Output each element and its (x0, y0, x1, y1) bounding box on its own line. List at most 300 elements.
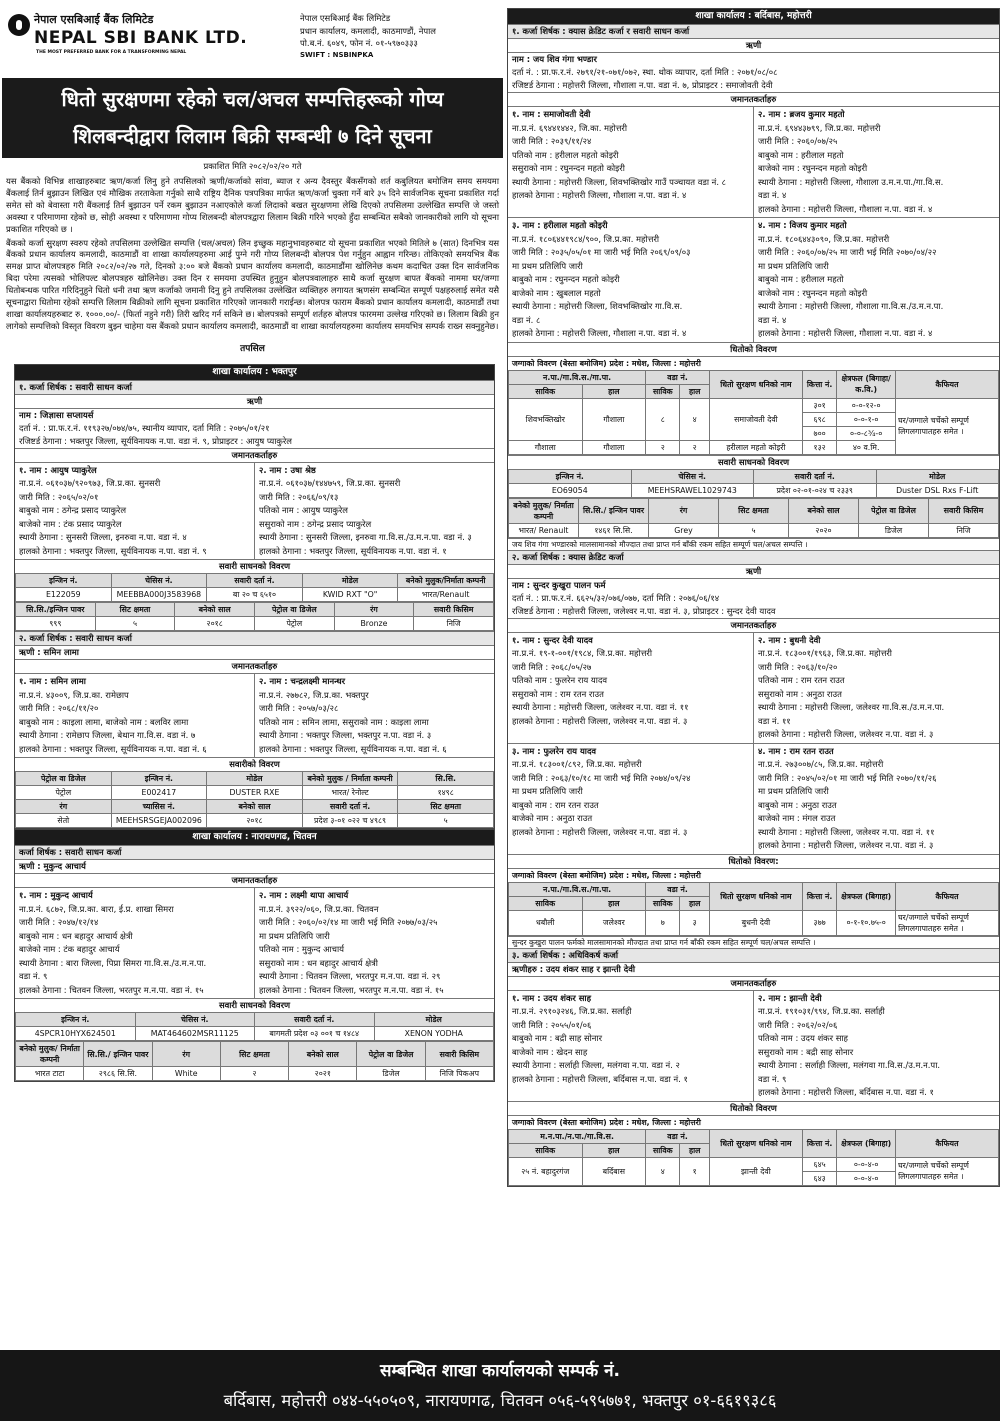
guarantor-card (508, 218, 753, 342)
guarantor-line: वडा नं. ८ (512, 314, 541, 325)
table-cell: White (152, 1067, 220, 1081)
table-cell: MAT464602MSR11125 (135, 1027, 255, 1041)
guarantors-label: जमानतकर्ताहरु (15, 448, 494, 462)
table-header: न.पा./गा.वि.स./गा.पा. (509, 370, 646, 384)
table-header: चेसिस नं. (135, 1013, 255, 1027)
guarantor-name: २. नाम : बुधनी देवी (758, 634, 821, 645)
table-header: साविक (509, 384, 583, 398)
address-line: पो.ब.नं. ६०४९, फोन नं. ०१-५९७०३३३ (300, 38, 418, 49)
guarantor-line: जारी मिति : २०४५/०२/०१ मा जारी भई मिति २०७०/११/२६ (758, 772, 937, 783)
table-header: कैफियत (896, 1129, 999, 1157)
table-cell: भारत/ रेनोल्ट (302, 786, 398, 800)
vehicle-table (15, 1012, 494, 1041)
guarantor-line: पतिको नाम : आयुष प्याकुरेल (259, 505, 348, 516)
table-cell: धबौली (509, 910, 583, 935)
guarantor-line: हालको ठेगाना : महोत्तरी जिल्ला, जलेश्वर न.पा. वडा नं. ३ (512, 715, 688, 726)
guarantor-line: ना.प्र.नं. ६९४४३७९९, जि.प्र.का. महोत्तरी (758, 122, 881, 133)
table-cell: सेतो (16, 814, 112, 828)
borrower-name: नाम : जय शिव गंगा भण्डार (512, 54, 597, 64)
guarantor-line: जारी मिति : २०३५/०५/०१ मा जारी भई मिति २०६९/०९/०३ (512, 247, 691, 257)
table-cell: २०२१ (289, 1067, 357, 1081)
guarantor-line: बाबुको नाम : रघुनन्दन महतो कोइरी (512, 274, 620, 284)
guarantor-line: ना.प्र.नं. ४३००९, जि.प्र.का. रामेछाप (19, 689, 129, 700)
table-header: बनेको साल (789, 498, 859, 523)
table-header: सवारी दर्ता नं. (255, 1013, 375, 1027)
table-cell: MEEHSRSGEJA002096 (111, 814, 207, 828)
table-header: साविक (646, 384, 680, 398)
table-cell: ०-०-४-० (837, 1157, 896, 1171)
guarantor-line: बाबुको नाम : अनुठा राउत (758, 799, 837, 810)
tapsil-heading: तपसिल (240, 343, 265, 354)
notice-headline (2, 78, 503, 158)
guarantor-pair (508, 632, 999, 743)
guarantor-card (753, 633, 999, 743)
table-cell: घर/जग्गाले चर्चेको सम्पूर्ण लिगलगापातहरु समेत । (896, 910, 999, 935)
guarantor-pair (15, 673, 494, 757)
guarantor-line: जारी मिति : २०६८/०५/२७ (512, 661, 592, 672)
table-cell: ५ (719, 523, 789, 537)
table-header: हाल (680, 1143, 709, 1157)
borrower-details (15, 408, 494, 448)
table-cell: ५ (95, 617, 175, 631)
borrower-label: ऋणी (15, 394, 494, 408)
branch-heading: शाखा कार्यालय : बर्दिबास, महोत्तरी (508, 9, 999, 24)
guarantor-line: पतिको नाम : फुलरेन राय यादव (512, 675, 608, 685)
table-header: रंग (334, 603, 414, 617)
table-header: पेट्रोल वा डिजेल (859, 498, 929, 523)
table-header: साविक (509, 896, 583, 910)
guarantors-label: जमानतकर्ताहरु (15, 873, 494, 887)
land-location: जग्गाको विवरण (बेस्ता बमोजिम) प्रदेश : मधेश, जिल्ला : महोत्तरी (508, 868, 999, 882)
guarantor-line: ससुराको नाम : बद्री साह सोनार (758, 1046, 854, 1057)
table-header: वडा नं. (646, 882, 710, 896)
table-header: म.न.पा./न.पा./गा.वि.स. (509, 1129, 646, 1143)
table-cell: 4SPCR10HYX624501 (16, 1027, 136, 1041)
vehicle-label: सवारी साधनको विवरण (15, 998, 494, 1012)
table-header: बनेको साल (289, 1042, 357, 1067)
table-cell: प्रदेश ०२-०१-०२४ च २३३९ (754, 483, 877, 497)
guarantor-name: २. नाम : चन्द्रलक्ष्मी मानन्धर (259, 676, 346, 687)
headline-line: शिलबन्दीद्वारा लिलाम बिक्री सम्बन्धी ७ दिने सूचना (73, 124, 432, 148)
table-header: पेट्रोल वा डिजेल (16, 772, 112, 786)
land-table (508, 370, 999, 455)
guarantor-line: जारी मिति : २०६५/०२/०१ (19, 491, 99, 502)
guarantor-line: वडा नं. ९ (758, 1073, 787, 1084)
table-cell: ४ (680, 398, 709, 440)
guarantor-name: २. नाम : उषा श्रेष्ठ (259, 464, 316, 475)
table-header: क्षेत्रफल (बिगाहा/क.वि.) (837, 370, 896, 398)
table-header: क्षेत्रफल (बिगाहा) (837, 1129, 896, 1157)
guarantor-line: स्थायी ठेगाना : रामेछाप जिल्ला, बेथान गा.वि.स. वडा नं. ७ (19, 730, 196, 741)
guarantor-line: हालको ठेगाना : भक्तपुर जिल्ला, सूर्यविनायक न.पा. वडा नं. ६ (19, 743, 207, 754)
table-header: मोडेल (302, 574, 398, 588)
table-header: हाल (582, 1143, 646, 1157)
movable-assets-note: सुन्दर कुखुरा पालन फर्मको मालसामानको मौज्दात तथा प्राप्त गर्न बाँकी रकम सहित सम्पूर्ण चल/अचल सम्पत्ति । (508, 936, 999, 948)
table-header: च्यासिस नं. (111, 800, 207, 814)
guarantor-line: ससुराको नाम : रघुनन्दन महतो कोइरी (512, 163, 625, 173)
table-header: सवारी किसिम (414, 603, 494, 617)
guarantor-line: हालको ठेगाना : महोत्तरी जिल्ला, गौशाला न.पा. वडा नं. ४ (758, 203, 933, 214)
table-cell: भारत/Renault (398, 588, 494, 602)
bank-header (0, 0, 505, 78)
guarantor-card (508, 744, 753, 854)
table-header: इन्जिन नं. (111, 772, 207, 786)
borrower-details (508, 578, 999, 618)
table-header: हाल (582, 384, 646, 398)
bhaktapur-branch-block (14, 364, 495, 830)
table-header: सवारी दर्ता नं. (754, 469, 877, 483)
guarantor-line: बाबुको नाम : काइला लामा, बाजेको नाम : बलविर लामा (19, 716, 189, 727)
table-header: रंग (16, 800, 112, 814)
table-cell: ५ (398, 814, 494, 828)
guarantor-line: हालको ठेगाना : भक्तपुर जिल्ला, सूर्यविनायक न.पा. वडा नं. ९ (19, 545, 207, 556)
table-cell: पेट्रोल (254, 617, 334, 631)
guarantor-line: ना.प्र.नं. १८०६४४३०९०, जि.प्र.का. महोत्तरी (758, 233, 890, 244)
footer-contacts: बर्दिबास, महोत्तरी ०४४-५५०५०९, नारायणगढ, चितवन ०५६-५९५७७१, भक्तपुर ०१-६६१९३८६ (223, 1391, 777, 1411)
table-cell: निजि (414, 617, 494, 631)
guarantor-pair (508, 106, 999, 217)
guarantor-line: मा प्रथम प्रतिलिपि जारी (758, 260, 829, 271)
guarantor-line: हालको ठेगाना : चितवन जिल्ला, भरतपुर म.न.पा. वडा नं. १५ (19, 984, 204, 995)
collateral-label: धितोको विवरण (508, 1101, 999, 1115)
guarantor-line: स्थायी ठेगाना : महोत्तरी जिल्ला, गौशाला उ.म.न.पा./गा.वि.स. (758, 176, 944, 187)
guarantor-line: बाबुको नाम : धन बहादुर आचार्य क्षेत्री (19, 930, 133, 941)
guarantor-line: जारी मिति : २०६३/१०/२० (758, 661, 838, 672)
table-header: कैफियत (896, 370, 999, 398)
table-cell: निजि (929, 523, 999, 537)
table-cell: १४९८ (398, 786, 494, 800)
table-cell: ९९९ (16, 617, 96, 631)
borrower-registration: दर्ता नं. : प्रा.फ.र.नं. २७९१/२१-०७१/०७२, स्था. थोक व्यापार, दर्ता मिति : २०७१/०८/०८ (512, 67, 778, 77)
vehicle-table-2 (15, 1041, 494, 1081)
guarantor-card (15, 463, 254, 560)
collateral-label: धितोको विवरण (508, 342, 999, 356)
guarantor-line: बाबुको नाम : हरीलाल महतो (758, 274, 844, 284)
guarantor-line: जारी मिति : २०६०/०७/२५ (758, 136, 838, 146)
swift-code: SWIFT : NSBINPKA (300, 50, 374, 59)
guarantors-label: जमानतकर्ताहरु (508, 976, 999, 990)
vehicle-table (508, 469, 999, 498)
guarantor-line: ना.प्र.नं. १९-१-००१/१९८४, जि.प्र.का. महोत्तरी (512, 648, 653, 658)
guarantor-card (753, 107, 999, 217)
guarantor-line: ससुराको नाम : राम रतन राउत (512, 688, 604, 699)
vehicle-table (15, 573, 494, 602)
borrower-address: रजिष्टर्ड ठेगाना : भक्तपुर जिल्ला, सूर्यविनायक न.पा. वडा नं. ९, प्रोप्राइटर : आयुष प्याकुरेल (19, 435, 292, 446)
guarantor-pair (508, 743, 999, 854)
guarantor-name: २. नाम : लक्ष्मी थापा आचार्य (259, 890, 349, 901)
table-header: पेट्रोल वा डिजेल (254, 603, 334, 617)
guarantor-name: ३. नाम : हरीलाल महतो कोइरी (512, 220, 608, 230)
guarantor-name: २. नाम : झान्ती देवी (758, 992, 822, 1003)
guarantor-card (508, 991, 753, 1101)
guarantor-pair (508, 990, 999, 1101)
table-header: साविक (646, 1143, 680, 1157)
vehicle-table-2 (508, 498, 999, 538)
table-cell: १३२ (802, 440, 836, 454)
guarantor-line: स्थायी ठेगाना : सुनसरी जिल्ला, इनरुवा गा.वि.स./उ.म.न.पा. वडा नं. ३ (259, 532, 472, 543)
table-cell: घर/जग्गाले चर्चेको सम्पूर्ण लिगलगापातहरु समेत । (896, 398, 999, 454)
table-header: इन्जिन नं. (509, 469, 632, 483)
table-cell: DUSTER RXE (207, 786, 303, 800)
table-header: सिट क्षमता (719, 498, 789, 523)
guarantor-card (508, 107, 753, 217)
guarantor-name: १. नाम : आयुष प्याकुरेल (19, 464, 97, 475)
table-header: सि.सि./ इन्जिन पावर (579, 498, 649, 523)
loan-title: ३. कर्जा शिर्षक : अधिविकर्ष कर्जा (508, 948, 999, 962)
address-line: नेपाल एसबिआई बैंक लिमिटेड (300, 13, 391, 23)
guarantor-line: बाजेको नाम : टंक प्रसाद प्याकुरेल (19, 518, 122, 529)
bank-name-english: NEPAL SBI BANK LTD. (34, 28, 248, 48)
guarantor-line: वडा नं. ४ (758, 314, 787, 325)
table-cell: ७ (646, 910, 680, 935)
table-header: चेसिस नं. (111, 574, 207, 588)
guarantor-name: १. नाम : मुकुन्द आचार्य (19, 890, 93, 901)
guarantor-line: पतिको नाम : राम रतन राउत (758, 675, 845, 685)
movable-assets-note: जय शिव गंगा भण्डारको मालसामानको मौज्दात तथा प्राप्त गर्न बाँकी रकम सहित सम्पूर्ण चल/अचल सम्पत्ति । (508, 538, 999, 550)
table-header: रंग (649, 498, 719, 523)
head-office-address (300, 12, 500, 60)
table-cell: ४० व.मि. (837, 440, 896, 454)
table-cell: Bronze (334, 617, 414, 631)
table-cell: ०-०-१-० (837, 412, 896, 426)
table-header: सिट क्षमता (95, 603, 175, 617)
table-cell: ३०१ (802, 398, 836, 412)
table-header: कित्ता नं. (802, 882, 836, 910)
bank-name-nepali: नेपाल एसबिआई बैंक लिमिटेड (34, 13, 154, 26)
guarantor-card (15, 674, 254, 757)
guarantor-line: मा प्रथम प्रतिलिपि जारी (259, 930, 330, 941)
contact-footer (0, 1350, 1000, 1421)
table-cell: २०१८ (175, 617, 255, 631)
table-header: बनेको साल (207, 800, 303, 814)
borrower-name: नाम : सुन्दर कुखुरा पालन फर्म (512, 579, 606, 590)
guarantor-line: हालको ठेगाना : महोत्तरी जिल्ला, गौशाला न.पा. वडा नं. ४ (512, 328, 687, 338)
guarantor-line: हालको ठेगाना : महोत्तरी जिल्ला, बर्दिबास न.पा. वडा नं. १ (758, 1087, 934, 1097)
table-header: धितो सुरक्षण धनिको नाम (709, 1129, 802, 1157)
table-cell: E002417 (111, 786, 207, 800)
table-cell: २ (220, 1067, 288, 1081)
guarantor-line: ना.प्र.नं. ६९४४१४४२, जि.का. महोत्तरी (512, 122, 628, 133)
guarantor-line: बाबुको नाम : ठगेन्द्र प्रसाद प्याकुरेल (19, 505, 127, 516)
guarantor-line: जारी मिति : २०५७/०३/२८ (259, 703, 339, 714)
table-header: बनेको मुलुक/ निर्माता कम्पनी (16, 1042, 84, 1067)
table-header: सि.सि./इन्जिन पावर (16, 603, 96, 617)
guarantor-line: हालको ठेगाना : चितवन जिल्ला, भरतपुर म.न.पा. वडा नं. १५ (259, 984, 444, 995)
guarantor-line: हालको ठेगाना : महोत्तरी जिल्ला, जलेश्वर न.पा. वडा नं. ३ (512, 826, 688, 837)
table-cell: ३७७ (802, 910, 836, 935)
table-cell: हरीलाल महतो कोइरी (709, 440, 802, 454)
narayangadh-branch-block (14, 829, 495, 1082)
loan-title: २. कर्जा शिर्षक : क्यास क्रेडिट कर्जा (508, 550, 999, 564)
guarantor-line: ना.प्र.नं. ०६१०३७/१४४७५९, जि.प्र.का. सुनसरी (259, 478, 401, 489)
guarantor-line: बाबुको नाम : बद्री साह सोनार (512, 1033, 603, 1043)
borrower-details (15, 859, 494, 873)
borrower-name: नाम : जिज्ञासा सप्लायर्स (19, 409, 94, 420)
loan-title: १. कर्जा शिर्षक : क्यास क्रेडिट कर्जा र सवारी साधन कर्जा (508, 24, 999, 38)
guarantor-line: ना.प्र.नं. १९१०३१/९९४, जि.प्र.का. सर्लाही (758, 1006, 885, 1016)
table-header: इन्जिन नं. (16, 574, 112, 588)
table-cell: प्रदेश ३-०१ ०२२ च ४९८९ (302, 814, 398, 828)
guarantor-line: ना.प्र.नं. २७३००७/८५, जि.प्र.का. महोत्तरी (758, 759, 884, 769)
guarantor-line: स्थायी ठेगाना : महोत्तरी जिल्ला, जलेश्वर न.पा. वडा नं. ११ (758, 826, 935, 837)
table-cell: ८ (646, 398, 680, 440)
borrower-name: ऋणीहरु : उदय शंकर साह र झान्ती देवी (512, 963, 636, 974)
guarantor-card (15, 888, 254, 998)
guarantor-line: हालको ठेगाना : महोत्तरी जिल्ला, गौशाला न.पा. वडा नं. ४ (758, 328, 933, 338)
table-header: सवारी दर्ता नं. (302, 800, 398, 814)
guarantor-line: ना.प्र.नं. २९१०३२४६, जि.प्र.का. सर्लाही (512, 1006, 632, 1016)
table-header: धितो सुरक्षण धनिको नाम (709, 370, 802, 398)
table-cell: जलेश्वर (582, 910, 646, 935)
guarantor-line: मा प्रथम प्रतिलिपि जारी (512, 260, 583, 271)
vehicle-label: सवारी साधनको विवरण (508, 455, 999, 469)
guarantor-line: पतिको नाम : उदय शंकर साह (758, 1033, 848, 1043)
guarantor-line: हालको ठेगाना : भक्तपुर जिल्ला, सूर्यविनायक न.पा. वडा नं. १ (259, 545, 447, 556)
guarantor-name: ४. नाम : राम रतन राउत (758, 745, 834, 756)
guarantors-label: जमानतकर्ताहरु (15, 659, 494, 673)
guarantors-label: जमानतकर्ताहरु (508, 92, 999, 106)
guarantor-card (753, 744, 999, 854)
guarantor-line: बाजेको नाम : खुबलाल महतो (512, 287, 601, 298)
guarantor-line: स्थायी ठेगाना : सर्लाही जिल्ला, मलंगवा न.पा. वडा नं. २ (512, 1060, 680, 1070)
table-header: वडा नं. (646, 1129, 710, 1143)
guarantor-line: हालको ठेगाना : महोत्तरी जिल्ला, जलेश्वर न.पा. वडा नं. ३ (758, 840, 934, 850)
table-header: साविक (509, 1143, 583, 1157)
table-cell: गौशाला (582, 398, 646, 440)
borrower-address: रजिष्टर्ड ठेगाना : महोत्तरी जिल्ला, जलेश्वर न.पा. वडा नं. ३, प्रोप्राइटर : सुन्दर देवी यादव (512, 605, 776, 616)
table-cell: ०-०-१२-० (837, 398, 896, 412)
land-table (508, 1129, 999, 1186)
collateral-label: धितोको विवरण: (508, 854, 999, 868)
table-cell: ०-१-१०.७५-० (837, 910, 896, 935)
vehicle-table-2 (15, 602, 494, 631)
guarantor-line: हालको ठेगाना : महोत्तरी जिल्ला, बर्दिबास न.पा. वडा नं. १ (512, 1073, 688, 1084)
table-header: हाल (582, 896, 646, 910)
sbi-logo-icon (8, 14, 30, 36)
table-cell: EO69054 (509, 483, 632, 497)
vehicle-table (15, 771, 494, 828)
table-cell: २ (646, 440, 680, 454)
table-header: कित्ता नं. (802, 1129, 836, 1157)
loan-title: २. कर्जा शिर्षक : सवारी साधन कर्जा (15, 631, 494, 645)
table-header: धितो सुरक्षण धनिको नाम (709, 882, 802, 910)
guarantor-line: बाजेको नाम : मंगल राउत (758, 813, 836, 823)
land-table (508, 882, 999, 936)
table-cell: गौशाला (509, 440, 583, 454)
address-line: प्रधान कार्यालय, कमलादी, काठमाण्डौं, नेपाल (300, 25, 436, 36)
table-header: इन्जिन नं. (16, 1013, 136, 1027)
guarantor-line: वडा नं. ४ (758, 190, 787, 200)
table-header: कैफियत (896, 882, 999, 910)
guarantor-line: ना.प्र.नं. ३९२२/०६०, जि.प्र.का. चितवन (259, 903, 379, 914)
table-cell: २ (680, 440, 709, 454)
table-header: बनेको मुलुक / निर्माता कम्पनी (302, 772, 398, 786)
guarantor-pair (15, 462, 494, 560)
table-cell: भारत टाटा (16, 1067, 84, 1081)
guarantor-line: ना.प्र.नं. १८३००१/८९२, जि.प्र.का. महोत्तरी (512, 759, 642, 769)
table-cell: ०-०-८³⁄₄-० (837, 426, 896, 440)
table-cell: E122059 (16, 588, 112, 602)
guarantor-line: स्थायी ठेगाना : भक्तपुर जिल्ला, भक्तपुर न.पा. वडा नं. ३ (259, 730, 432, 741)
table-cell: डिजेल (357, 1067, 425, 1081)
table-cell: बर्दिबास (582, 1157, 646, 1185)
guarantor-line: बाजेको नाम : टंक बहादुर आचार्य (19, 944, 120, 955)
guarantor-line: जारी मिति : २०६८/११/२० (19, 703, 99, 714)
guarantor-line: स्थायी ठेगाना : महोत्तरी जिल्ला, शिवभक्तिखोर गाउँ पञ्चायत वडा नं. ८ (512, 176, 727, 187)
guarantor-name: १. नाम : समिन लामा (19, 676, 86, 687)
guarantor-name: ४. नाम : विजय कुमार महतो (758, 220, 847, 230)
guarantor-line: जारी मिति : २०३९/११/२४ (512, 136, 592, 146)
guarantor-line: बाजेको नाम : खेदन साह (512, 1046, 588, 1057)
guarantor-line: बाजेको नाम : अनुठा राउत (512, 813, 593, 823)
table-header: सि.सि./ इन्जिन पावर (84, 1042, 152, 1067)
table-cell: भारत/ Renault (509, 523, 579, 537)
table-cell: बुधनी देवी (709, 910, 802, 935)
guarantor-line: हालको ठेगाना : भक्तपुर जिल्ला, सूर्यविनायक न.पा. वडा नं. ६ (259, 743, 447, 754)
table-cell: झान्ती देवी (709, 1157, 802, 1185)
borrower-label: ऋणी (508, 564, 999, 578)
table-cell: २९८६ सि.सि. (84, 1067, 152, 1081)
table-cell: १४६१ सि.सि. (579, 523, 649, 537)
guarantor-line: पतिको नाम : समिन लामा, ससुराको नाम : काइला लामा (259, 716, 429, 727)
table-header: चेसिस नं. (631, 469, 754, 483)
table-cell: KWID RXT "O" (302, 588, 398, 602)
notice-body (0, 176, 505, 333)
table-cell: २०१८ (207, 814, 303, 828)
table-cell: ६४५ (802, 1157, 836, 1171)
guarantor-line: वडा नं. ९ (19, 971, 48, 982)
borrower-details (508, 962, 999, 976)
guarantor-line: जारी मिति : २०६२/०२/०६ (758, 1019, 838, 1030)
table-header: बनेको मुलुक/निर्माता कम्पनी (398, 574, 494, 588)
table-cell: ६४३ (802, 1171, 836, 1185)
notice-paragraph: यस बैंकको विभिन्न शाखाहरुबाट ऋण/कर्जा लिनु हुने तपसिलको ऋणी/कर्जाको सांवा, ब्याज र अन्य दैवस्तुर बैंकसँगको शर्त कबुलियत बमोजिम समय समयमा बैंकलाई तिर्न बुझाउन लिखित एवं मौखिक तरताकेता गर्नुको साथै राष्ट्रिय दैनिक पत्रपत्रिका मार्फत ऋण/कर्जा चुक्ता गर्ने बारे ३५ दिने सार्वजनिक सूचना प्रकाशित गर्दा समेत सो को बेवास्ता गरी बैंकलाई तिर्न बुझाउन पर्ने रकम बुझाउन नआएकोले कर्जा लिदाको बखत सुरक्षणमा लेखि दिएको तपसिलमा उल्लेखित सम्पत्ति जे जस्तो अवस्था र परिमाणमा रहेको छ, सोही अवस्था र परिमाणमा गोप्य शिलबन्दी बोलपत्रद्वारा लिलाम बिक्री गरिने भएको हुँदा सम्बन्धित सबैको जानकारीको लागि यो सूचना प्रकाशित गरिएको छ । (6, 175, 499, 234)
branch-heading: शाखा कार्यालय : नारायणगढ, चितवन (15, 830, 494, 845)
table-header: कित्ता नं. (802, 370, 836, 398)
branch-heading: शाखा कार्यालय : भक्तपुर (15, 365, 494, 380)
guarantor-card (254, 463, 494, 560)
table-cell: ६९८ (802, 412, 836, 426)
table-cell: १ (680, 1157, 709, 1185)
loan-title: कर्जा शिर्षक : सवारी साधन कर्जा (15, 845, 494, 859)
borrower-registration: दर्ता नं. : प्रा.फ.र.नं. ६६२५/३२/०७६/०७७, दर्ता मिति : २०७६/०६/१४ (512, 592, 720, 603)
bank-tagline: THE MOST PREFERRED BANK FOR A TRANSFORMING NEPAL (36, 50, 187, 55)
table-header: वडा नं. (646, 370, 710, 384)
right-column (507, 8, 1000, 1187)
guarantor-line: जारी मिति : २०६०/०२/१४ मा जारी भई मिति २०७७/०३/२५ (259, 917, 438, 928)
table-header: मोडेल (374, 1013, 494, 1027)
table-header: बनेको साल (175, 603, 255, 617)
guarantor-line: स्थायी ठेगाना : चितवन जिल्ला, भरतपुर म.न.पा. वडा नं. २९ (259, 971, 441, 982)
table-header: क्षेत्रफल (बिगाहा) (837, 882, 896, 910)
table-cell: डिजेल (859, 523, 929, 537)
table-cell: गौशाला (582, 440, 646, 454)
notice-paragraph: बैंकको कर्जा सुरक्षण स्वरुप रहेको तपसिलमा उल्लेखित सम्पत्ति (चल/अचल) लिन इच्छुक महानुभावहरुबाट यो सूचना प्रकाशित भएको मितिले ७ (सात) दिनभित्र यस बैंकको प्रधान कार्यालय कमलादी, काठमाडौं वा शाखा कार्यालयहरुमा आई पुग्ने गरी गोप्य शिलबन्दी बोलपत्र पेश गर्नुहुन आह्वान गरिन्छ। तोकिएको समयभित्र बैंक समक्ष प्राप्त बोलपत्रहरु मिति २०८२/०२/२७ गते, दिनको ३:०० बजे बैंकको प्रधान कार्यालय कमलादी, काठमाडौंमा खोलिनेछ कथम कदाचित उक्त दिन सार्वजनिक बिदा परेमा त्यसको भोलिपल्ट बोलपत्रहरु खोलिनेछ। उक्त दिन र समयमा उपस्थित हुनुहुन बोलपत्रवालाहरु साथै कर्जा सुरक्षण बापत बैंकको नाममा घर/जग्गा धितोबन्धक पारित गरिदिनुहुने धितो धनी तथा ऋण कर्जाको जमानी दिनु हुने तपसिलका उल्लेखित व्यक्तिहरु लगायत ऋणसंग सम्बन्धित सम्पूर्ण पक्षहरुलाई समेत यसै सूचनाद्वारा धितोमा रहेको सम्पत्ति लिलाम बिक्रीको लागि सूचना प्रकाशित गरिएको जानकारी गराईन्छ। बोलपत्र फाराम बैंकको प्रधान कार्यालय कमलादी, काठमाडौं तथा शाखा कार्यालयहरुबाट रु. १०००.००/- (फिर्ता नहुने गरी) तिरी खरिद गर्न सकिने छ। बोलपत्रको सम्पूर्ण शर्तहरु बोलपत्र फारममा उल्लेख गरिएको छ। लिलाम बिक्री हुन लागेको सम्पत्तिको विस्तृत विवरण बुझ्न चाहेमा यस बैंकको प्रधान कार्यालय कमलादी, काठमाडौं वा शाखा कार्यालयहरुमा कार्यालय समयभित्र सम्पर्क राख्न सक्नुहुनेछ। (6, 237, 499, 331)
table-cell: शिवभक्तिखोर (509, 398, 583, 440)
land-location: जग्गाको विवरण (बेस्ता बमोजिम) प्रदेश : मधेश, जिल्ला : महोत्तरी (508, 1115, 999, 1129)
table-cell: पेट्रोल (16, 786, 112, 800)
guarantor-name: ३. नाम : फुलरेन राय यादव (512, 745, 597, 756)
guarantor-line: बाजेको नाम : रघुनन्दन महतो कोइरी (758, 287, 868, 298)
table-cell: Grey (649, 523, 719, 537)
table-header: हाल (680, 896, 709, 910)
table-cell: निजि पिकअप (425, 1067, 493, 1081)
land-location: जग्गाको विवरण (बेस्ता बमोजिम) प्रदेश : मधेश, जिल्ला : महोत्तरी (508, 356, 999, 370)
table-header: सिट क्षमता (220, 1042, 288, 1067)
table-cell: समाजोवती देवी (709, 398, 802, 440)
guarantor-name: १. नाम : समाजोवती देवी (512, 109, 591, 119)
guarantor-line: स्थायी ठेगाना : सुनसरी जिल्ला, इनरुवा न.पा. वडा नं. ४ (19, 532, 187, 543)
